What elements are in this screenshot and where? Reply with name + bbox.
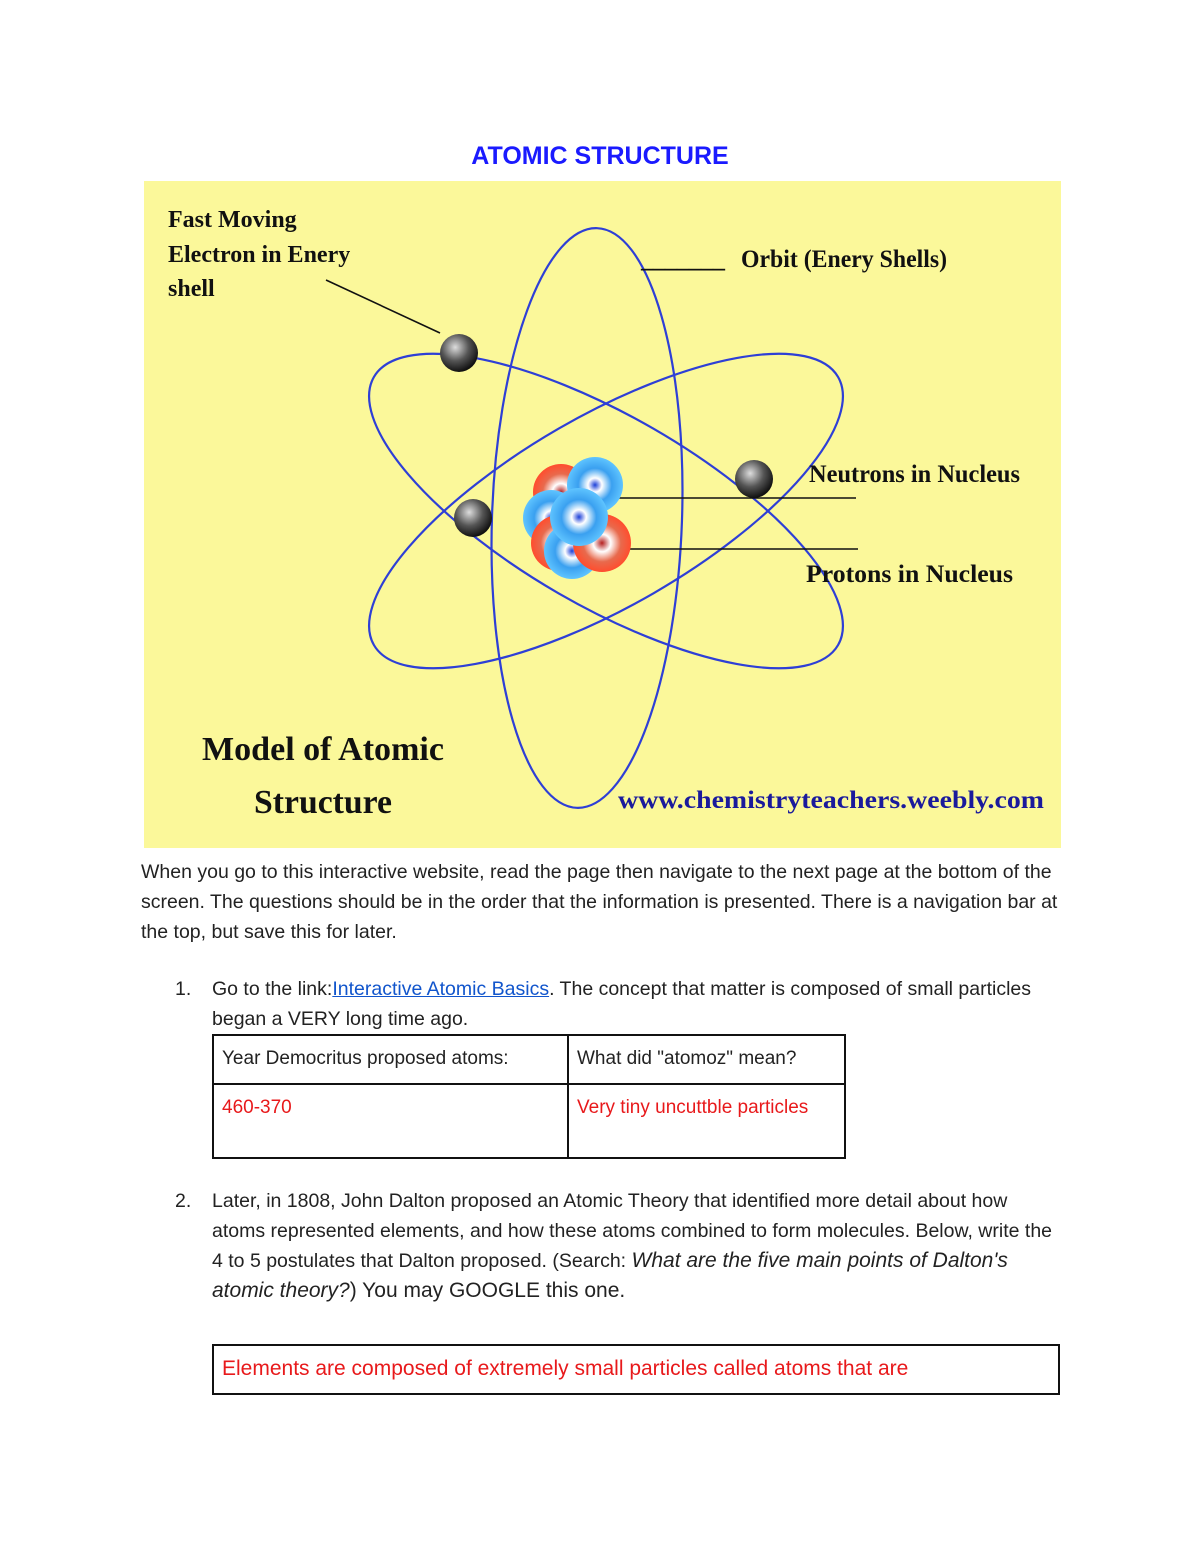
question-1-text [212,974,1062,1034]
electron-label-line1: Fast Moving [168,207,297,233]
electron-right [735,460,773,498]
democritus-table [212,1034,846,1159]
question-1-prefix: Go to the link: [212,978,333,1000]
protons-label: Protons in Nucleus [806,561,1014,588]
question-2-after: ) You may GOOGLE this one. [349,1279,626,1302]
atom-diagram [144,181,1061,848]
model-title-line1: Model of Atomic [202,731,444,768]
electron-top [440,334,478,372]
question-1-number: 1. [175,978,192,1000]
answer-year[interactable]: 460-370 [213,1084,568,1158]
table-header-row [213,1035,845,1084]
neutron [550,488,608,546]
table-header-meaning: What did "atomoz" mean? [568,1035,845,1084]
dalton-answer-box[interactable] [212,1344,1060,1395]
question-2-search-query: What are the five main points of Dalton's atomic theory? [212,1249,1008,1302]
question-2-body: Later, in 1808, John Dalton proposed an Atomic Theory that identified more detail about how atoms represented elements, and how these atoms combined to form molecules. Below, write the 4 to 5 postulates that Dalton proposed. (Search: [212,1190,1053,1272]
nucleus [523,457,631,579]
table-answer-row [213,1084,845,1158]
atom-diagram-svg [144,181,1061,848]
question-1-suffix: . The concept that matter is composed of small particles began a VERY long time ago. [212,978,1032,1030]
interactive-atomic-basics-link[interactable]: Interactive Atomic Basics [332,978,550,1000]
neutrons-label: Neutrons in Nucleus [809,461,1021,488]
intro-paragraph: When you go to this interactive website, read the page then navigate to the next page at the bottom of the screen. The questions should be in the order that the information is presented. There is a navigation bar at the top, but save this for later. [141,861,1058,943]
electron-label-line2: Electron in Enery [168,242,351,268]
question-2-number: 2. [175,1190,192,1212]
page-title: ATOMIC STRUCTURE [471,142,729,170]
dalton-answer-text: Elements are composed of extremely small particles called atoms that are [222,1357,909,1380]
electron-label-line3: shell [168,276,215,302]
electron-left [454,499,492,537]
question-2-text [212,1186,1062,1306]
table-header-year: Year Democritus proposed atoms: [213,1035,568,1084]
website-label: www.chemistryteachers.weebly.com [618,787,1045,814]
answer-meaning[interactable]: Very tiny uncuttble particles [568,1084,845,1158]
model-title-line2: Structure [254,784,392,821]
orbit-label: Orbit (Enery Shells) [741,246,947,273]
orbit-blank: _______ [641,247,725,273]
